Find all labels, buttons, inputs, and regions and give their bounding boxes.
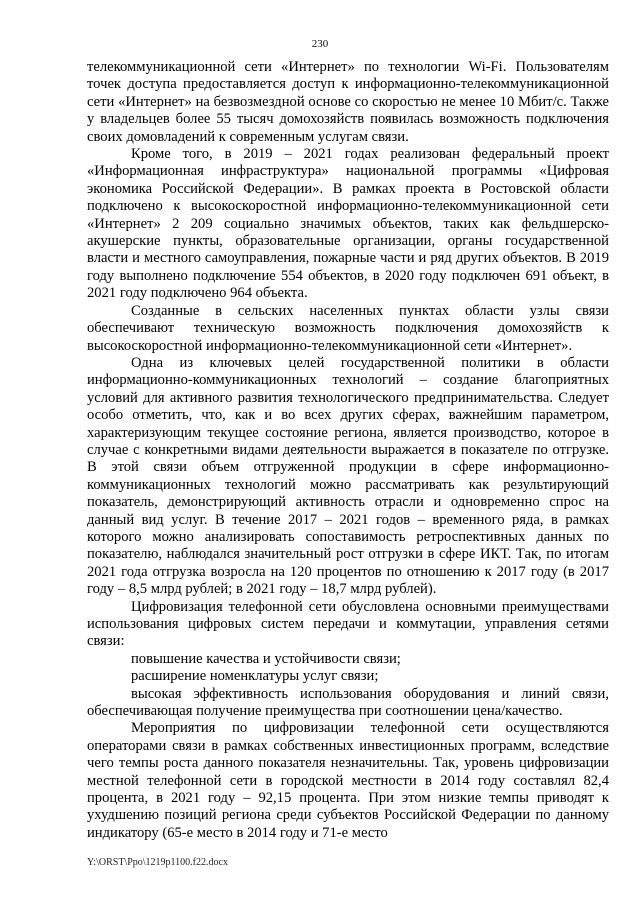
- footer-file-path: Y:\ORST\Ppo\1219p1100.f22.docx: [87, 857, 228, 868]
- paragraph-digitalization: Цифровизация телефонной сети обусловлена основными преимуществами использования цифровых систем передачи и коммутации, управления сетями связи:: [87, 598, 609, 650]
- list-item: повышение качества и устойчивости связи;: [131, 650, 401, 667]
- paragraph-federal-project: Кроме того, в 2019 – 2021 годах реализован федеральный проект «Информационная инфраструктура» национальной программы «Цифровая экономика Российской Федерации». В рамках проекта в Ростовской области подключено к высокоскоростной информационно-телекоммуникационной сети «Интернет» 2 209 социально значимых объектов, таких как фельдшерско-акушерские пункты, образовательные организации, органы государственной власти и местного самоуправления, пожарные части и ряд других объектов. В 2019 году выполнено подключение 554 объектов, в 2020 году подключен 691 объект, в 2021 году подключено 964 объекта.: [87, 146, 609, 302]
- paragraph-continuation: телекоммуникационной сети «Интернет» по технологии Wi-Fi. Пользователям точек доступа предоставляется доступ к информационно-телекоммуникационной сети «Интернет» на безвозмездной основе со скоростью не менее 10 Мбит/с. Также у владельцев более 55 тысяч домохозяйств появилась возможность подключения своих домовладений к современным услугам связи.: [87, 59, 609, 145]
- document-body: [87, 59, 609, 842]
- paragraph-ict-policy: Одна из ключевых целей государственной политики в области информационно-коммуникационных технологий – создание благоприятных условий для активного развития технологического предпринимательства. Следует особо отметить, что, как и во всех других сферах, важнейшим параметром, характеризующим текущее состояние региона, является производство, которое в случае с конкретными видами деятельности выражается в показателе по отгрузке. В этой связи объем отгруженной продукции в сфере информационно-коммуникационных технологий можно рассматривать как результирующий показатель, демонстрирующий активность отрасли и одновременно спрос на данный вид услуг. В течение 2017 – 2021 годов – временного ряда, в рамках которого можно анализировать сопоставимость ретроспективных данных по показателю, наблюдался значительный рост отгрузки в сфере ИКТ. Так, по итогам 2021 года отгрузка возросла на 120 процентов по отношению к 2017 году (в 2017 году – 8,5 млрд рублей; в 2021 году – 18,7 млрд рублей).: [87, 354, 609, 598]
- paragraph-operator-measures: Мероприятия по цифровизации телефонной сети осуществляются операторами связи в рамках собственных инвестиционных программ, вследствие чего темпы роста данного показателя незначительны. Так, уровень цифровизации местной телефонной сети в городской местности в 2014 году составлял 82,4 процента, в 2021 году – 92,15 процента. При этом низкие темпы приводят к ухудшению позиций региона среди субъектов Российской Федерации по данному индикатору (65-е место в 2014 году и 71-е место: [87, 720, 609, 841]
- paragraph-rural-nodes: Созданные в сельских населенных пунктах области узлы связи обеспечивают техническую возможность подключения домохозяйств к высокоскоростной информационно-телекоммуникационной сети «Интернет».: [87, 302, 609, 354]
- page-number: 230: [311, 38, 329, 50]
- list-item: расширение номенклатуры услуг связи;: [131, 668, 379, 685]
- list-item: высокая эффективность использования оборудования и линий связи, обеспечивающая получение преимущества при соотношении цена/качество.: [87, 685, 609, 720]
